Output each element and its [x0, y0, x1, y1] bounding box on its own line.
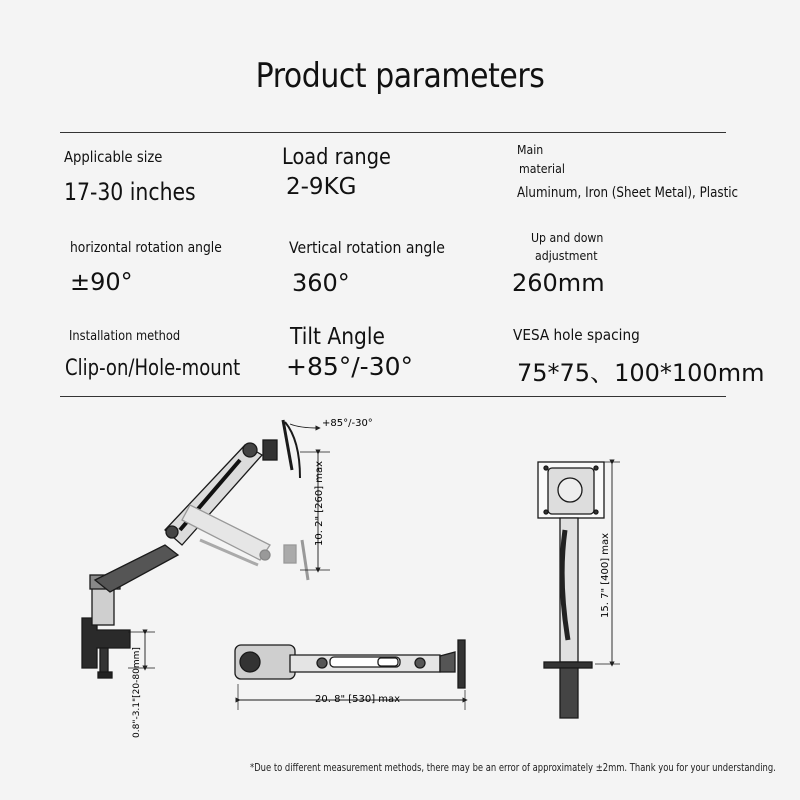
vertical-dimension-label: 15. 7" [400] max	[600, 532, 611, 618]
dimension-drawings	[0, 395, 800, 765]
spec-label: Applicable size	[64, 148, 163, 166]
spec-vertical-rotation	[289, 238, 466, 297]
clamp-dimension-label: 0.8"-3.1"[20-80mm]	[132, 647, 142, 738]
spec-value: 17-30 inches	[64, 178, 196, 206]
spec-installation-method	[65, 329, 279, 381]
spec-label: Load range	[282, 145, 391, 170]
spec-label: Tilt Angle	[290, 324, 385, 350]
height-dimension-label: 10. 2" [260] max	[314, 460, 325, 546]
spec-horizontal-rotation	[70, 240, 242, 296]
spec-applicable-size	[64, 148, 219, 206]
spec-label-line: adjustment	[535, 248, 598, 263]
spec-value: Aluminum, Iron (Sheet Metal), Plastic	[517, 185, 739, 201]
spec-updown-adjustment	[512, 229, 613, 297]
spec-value: 360°	[292, 269, 350, 297]
footnote: *Due to different measurement methods, there may be an error of approximately ±2mm. Thank you for your understanding.	[250, 762, 776, 774]
spec-label-line: Up and down	[531, 230, 604, 245]
reach-dimension-label: 20. 8" [530] max	[315, 694, 401, 705]
spec-load-range	[282, 145, 406, 200]
spec-value: Clip-on/Hole-mount	[65, 356, 241, 381]
spec-value: ±90°	[70, 268, 133, 296]
tilt-dimension-label: +85°/-30°	[322, 418, 373, 429]
spec-label: Installation method	[69, 329, 181, 344]
spec-value: +85°/-30°	[286, 352, 414, 381]
spec-value: 260mm	[512, 269, 605, 297]
spec-label: horizontal rotation angle	[70, 240, 222, 256]
spec-label: VESA hole spacing	[513, 326, 640, 344]
spec-label-line: material	[519, 161, 565, 176]
top-divider	[60, 132, 726, 133]
spec-label: Vertical rotation angle	[289, 238, 445, 257]
spec-label-line: Main	[517, 142, 544, 157]
spec-main-material	[517, 140, 787, 201]
spec-tilt-angle	[286, 324, 414, 381]
page-title: Product parameters	[255, 56, 545, 96]
spec-value: 75*75、100*100mm	[517, 359, 765, 387]
side-view-arm	[82, 420, 330, 678]
spec-value: 2-9KG	[286, 174, 357, 200]
spec-vesa-spacing	[513, 326, 764, 388]
